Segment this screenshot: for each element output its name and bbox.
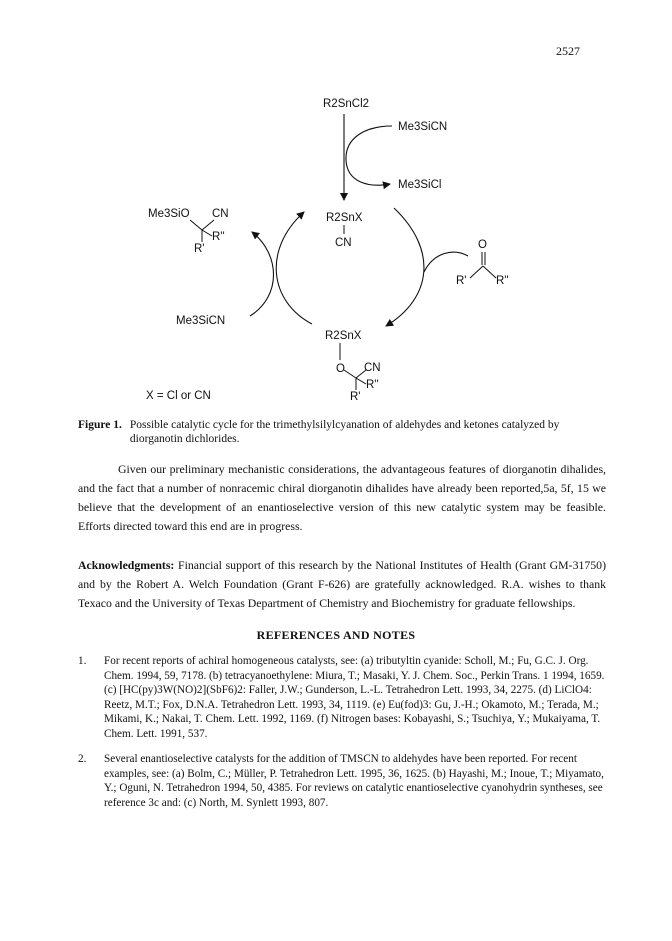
acknowledgments-label: Acknowledgments: <box>78 558 175 572</box>
product-cn: CN <box>212 208 229 220</box>
product-c-cn-bond <box>202 220 214 230</box>
product-o-c-bond <box>190 220 202 230</box>
reference-number: 1. <box>78 655 87 667</box>
intermediate-o: O <box>336 363 345 375</box>
intermediate-r-prime: R' <box>350 391 361 403</box>
carbonyl-bond-left <box>470 266 483 278</box>
catalytic-cycle-scheme <box>0 80 672 410</box>
right-cycle-arrow <box>386 208 424 326</box>
product-c-r-bond <box>202 230 212 236</box>
page-number: 2527 <box>556 44 580 58</box>
carbonyl-r-double-prime: R'' <box>496 275 509 287</box>
references-heading: REFERENCES AND NOTES <box>256 628 416 642</box>
x-definition: X = Cl or CN <box>146 390 211 402</box>
carbonyl-bond-right <box>483 266 496 278</box>
figure-caption-text: Possible catalytic cycle for the trimethylsilylcyanation of aldehydes and ketones catalyzed by diorganotin dichlorides. <box>129 419 560 445</box>
product-osime3: Me3SiO <box>148 208 190 220</box>
product-r-double-prime: R'' <box>212 231 225 243</box>
acknowledgments-text: Financial support of this research by the National Institutes of Health (Grant GM-31750) and by the Robert A. Welch Foundation (Grant F-626) are gratefully acknowledged. R.A. wishes to thank Texaco and the University of Texas Department of Chemistry and Biochemistry for graduate fellowships. <box>78 558 606 610</box>
catalyst-label: R2SnX <box>326 212 363 224</box>
carbonyl-o: O <box>478 239 487 251</box>
exchange-curve-arrow <box>346 126 392 185</box>
product-r-prime: R' <box>194 243 205 255</box>
intermediate-c-r-bond <box>356 378 366 384</box>
carbonyl-entry-curve <box>424 252 468 272</box>
product-release-arrow <box>250 232 274 316</box>
acknowledgments-paragraph <box>78 556 606 613</box>
reagent-in: Me3SiCN <box>398 121 448 133</box>
catalyst-precursor: R2SnCl2 <box>323 98 370 110</box>
intermediate-cn: CN <box>364 362 381 374</box>
catalyst-cn: CN <box>335 237 352 249</box>
reference-text: Several enantioselective catalysts for the addition of TMSCN to aldehydes have been reported. For recent examples, see: (a) Bolm, C.; Müller, P. Tetrahedron Lett. 1995, 36, 1625. (b) Hayashi, M.; Inoue, T.; Miyamato, Y.; Oguni, N. Tetrahedron 1994, 50, 4385. For reviews on catalytic enantioselective cyanohydrin syntheses, see reference 3c and: (c) North, M. Synlett 1993, 807. <box>104 753 604 809</box>
intermediate-label: R2SnX <box>325 330 362 342</box>
intermediate-r-double-prime: R'' <box>366 379 379 391</box>
intermediate-o-c-bond <box>344 370 356 378</box>
reference-text: For recent reports of achiral homogeneous catalysts, see: (a) tributyltin cyanide: Scholl, M.; Fu, G.C. J. Org. Chem. 1994, 59, 7178. (b) tetracyanoethylene: Miura, T.; Masaki, Y. J. Chem. Soc., Perkin Trans. 1 1994, 1659. (c) [HC(py)3W(NO)2](SbF6)2: Faller, J.W.; Gunderson, L.-L. Tetrahedron Lett. 1993, 34, 2275. (d) LiClO4: Reetz, M.T.; Fox, D.N.A. Tetrahedron Lett. 1993, 34, 1119. (e) Eu(fod)3: Gu, J.-H.; Okamoto, M.; Terada, M.; Mikami, K.; Nakai, T. Chem. Lett. 1992, 1169. (f) Nitrogen bases: Kobayashi, S.; Tsuchiya, Y.; Mukaiyama, T. Chem. Lett. 1991, 537. <box>104 655 605 740</box>
figure-caption <box>78 418 598 446</box>
reagent-cycle: Me3SiCN <box>176 315 226 327</box>
figure-label: Figure 1. <box>78 419 122 431</box>
body-paragraph: Given our preliminary mechanistic considerations, the advantageous features of diorganotin dihalides, and the fact that a number of nonracemic chiral diorganotin dihalides have already been reported,5a, 5f, 15 we believe that the development of an enantioselective version of this new catalytic system may be feasible. Efforts directed toward this end are in progress. <box>78 462 606 533</box>
reference-number: 2. <box>78 753 87 765</box>
left-cycle-arrow <box>276 212 312 324</box>
byproduct-out: Me3SiCl <box>398 179 442 191</box>
carbonyl-r-prime: R' <box>456 275 467 287</box>
